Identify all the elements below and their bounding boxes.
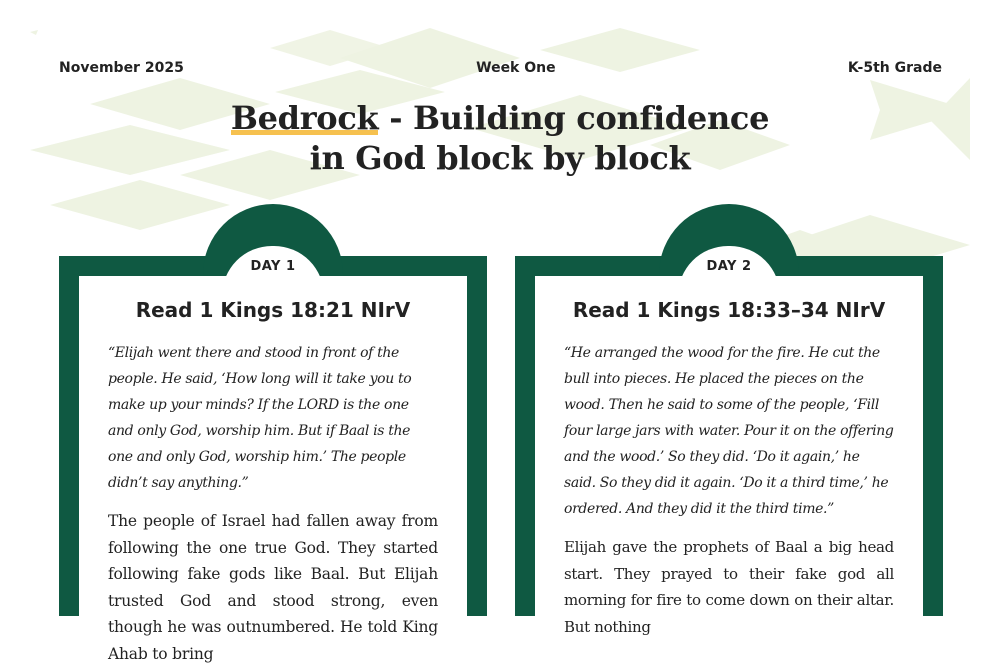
header-week: Week One xyxy=(476,60,556,76)
card-inner xyxy=(535,259,923,636)
header-grade: K-5th Grade xyxy=(847,60,942,76)
page-header xyxy=(59,60,942,76)
scripture-quote: “Elijah went there and stood in front of the people. He said, ‘How long will it take you to make up your minds? If the LORD is the one and only God, worship him. But if Baal is the one and only God, worship him.’ The people didn’t say anything.” xyxy=(108,345,412,491)
title-line2: in God block by block xyxy=(309,139,691,177)
card-body xyxy=(564,340,894,640)
day-label-tab: DAY 1 xyxy=(222,246,324,296)
card-inner xyxy=(79,259,467,663)
title-highlight: Bedrock xyxy=(230,99,379,137)
devotional-paragraph: Elijah gave the prophets of Baal a big head start. They prayed to their fake god all morning for fire to come down on their altar. But nothing xyxy=(564,538,894,636)
day-label-tab: DAY 2 xyxy=(678,246,780,296)
day-card-2 xyxy=(515,256,943,636)
card-body xyxy=(108,340,438,667)
reading-heading: Read 1 Kings 18:33–34 NIrV xyxy=(572,298,886,322)
reading-heading: Read 1 Kings 18:21 NIrV xyxy=(135,298,411,322)
page-title xyxy=(0,98,1000,178)
devotional-paragraph: The people of Israel had fallen away from following the one true God. They started following fake gods like Baal. But Elijah trusted God and stood strong, even though he was outnumbered. He told King Ahab to bring xyxy=(108,512,438,663)
header-date: November 2025 xyxy=(59,60,184,76)
day-card-1 xyxy=(59,256,487,663)
title-rest: - Building confidence xyxy=(378,99,770,137)
scripture-quote: “He arranged the wood for the fire. He cut the bull into pieces. He placed the pieces on the wood. Then he said to some of the people, ‘Fill four large jars with water. Pour it on the offering and the wood.’ So they did. ‘Do it again,’ he said. So they did it again. ‘Do it a third time,’ he ordered. And they did it the third time.” xyxy=(564,345,894,517)
